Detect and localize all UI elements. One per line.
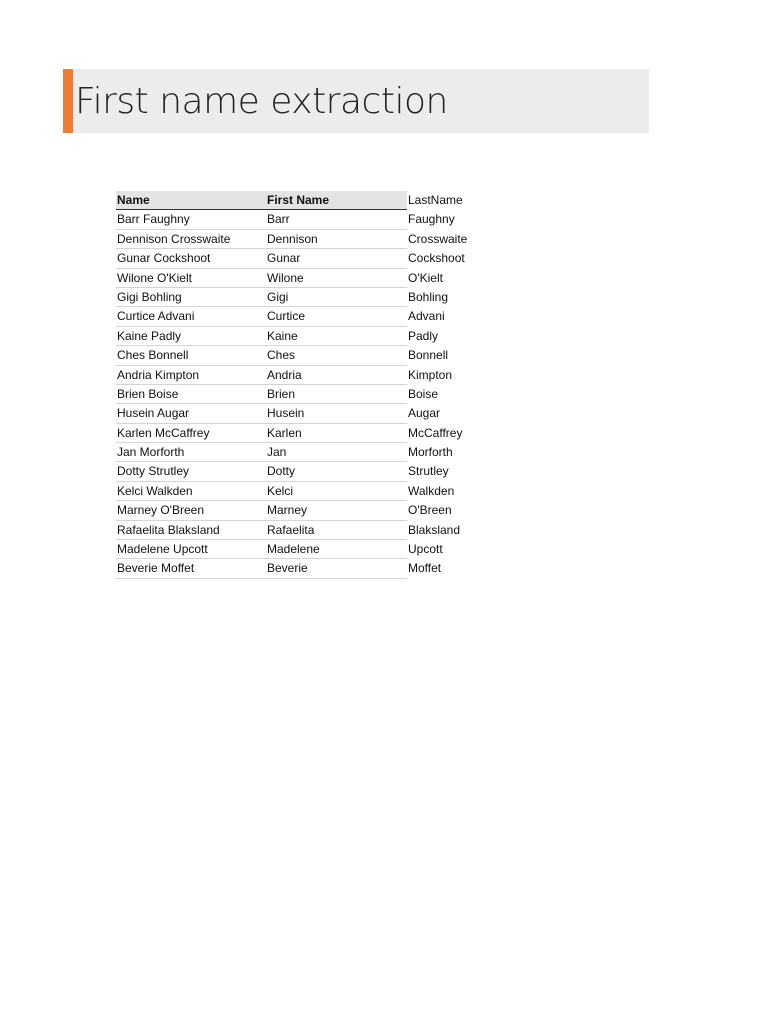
cell-first-name: Kaine	[266, 327, 407, 346]
cell-first-name: Ches	[266, 346, 407, 365]
cell-name: Kaine Padly	[116, 327, 266, 346]
table-row	[116, 366, 476, 385]
cell-last-name: Faughny	[408, 212, 455, 227]
cell-last-name: Bonnell	[408, 348, 449, 363]
table-row	[116, 346, 476, 365]
cell-last-name: Advani	[408, 309, 445, 324]
cell-first-name: Gunar	[266, 249, 407, 268]
table-row	[116, 249, 476, 268]
cell-last-name: O'Kielt	[408, 270, 443, 285]
table-row	[116, 327, 476, 346]
cell-last-name: Bohling	[408, 289, 449, 304]
cell-name: Madelene Upcott	[116, 540, 266, 559]
cell-first-name: Gigi	[266, 288, 407, 307]
cell-last-name: Strutley	[408, 464, 449, 479]
cell-name: Karlen McCaffrey	[116, 424, 266, 443]
cell-last-name: Padly	[408, 328, 439, 343]
cell-name: Barr Faughny	[116, 210, 266, 229]
cell-name: Dennison Crosswaite	[116, 230, 266, 249]
table-row	[116, 210, 476, 229]
table-row	[116, 269, 476, 288]
cell-first-name: Curtice	[266, 307, 407, 326]
cell-first-name: Karlen	[266, 424, 407, 443]
cell-name: Andria Kimpton	[116, 366, 266, 385]
name-table	[116, 191, 476, 579]
cell-last-name: Cockshoot	[408, 251, 465, 266]
cell-last-name: McCaffrey	[408, 425, 463, 440]
cell-last-name: Upcott	[408, 542, 443, 557]
cell-name: Ches Bonnell	[116, 346, 266, 365]
table-row	[116, 288, 476, 307]
cell-first-name: Brien	[266, 385, 407, 404]
cell-first-name: Madelene	[266, 540, 407, 559]
table-row	[116, 559, 476, 578]
table-row	[116, 482, 476, 501]
page-title: First name extraction	[75, 81, 448, 122]
cell-name: Husein Augar	[116, 404, 266, 423]
table-row	[116, 307, 476, 326]
cell-name: Marney O'Breen	[116, 501, 266, 520]
cell-name: Curtice Advani	[116, 307, 266, 326]
cell-first-name: Dennison	[266, 230, 407, 249]
cell-first-name: Marney	[266, 501, 407, 520]
cell-first-name: Kelci	[266, 482, 407, 501]
cell-last-name: Crosswaite	[408, 231, 468, 246]
cell-first-name: Dotty	[266, 462, 407, 481]
header-first-name: First Name	[266, 191, 407, 210]
header-last-name: LastName	[408, 193, 463, 207]
table-row	[116, 404, 476, 423]
cell-first-name: Jan	[266, 443, 407, 462]
cell-last-name: Blaksland	[408, 522, 461, 537]
table-row	[116, 424, 476, 443]
cell-first-name: Rafaelita	[266, 521, 407, 540]
cell-last-name: Kimpton	[408, 367, 453, 382]
cell-name: Beverie Moffet	[116, 559, 266, 578]
cell-first-name: Beverie	[266, 559, 407, 578]
table-header-row	[116, 191, 476, 210]
cell-last-name: Moffet	[408, 561, 442, 576]
cell-name: Gunar Cockshoot	[116, 249, 266, 268]
cell-first-name: Husein	[266, 404, 407, 423]
cell-name: Rafaelita Blaksland	[116, 521, 266, 540]
table-row	[116, 540, 476, 559]
table-row	[116, 443, 476, 462]
cell-first-name: Andria	[266, 366, 407, 385]
cell-last-name: Boise	[408, 386, 439, 401]
cell-name: Brien Boise	[116, 385, 266, 404]
title-banner	[63, 69, 649, 133]
cell-name: Wilone O'Kielt	[116, 269, 266, 288]
cell-first-name: Barr	[266, 210, 407, 229]
cell-last-name: Walkden	[408, 483, 455, 498]
table-row	[116, 462, 476, 481]
table-row	[116, 230, 476, 249]
cell-last-name: O'Breen	[408, 503, 452, 518]
header-name: Name	[116, 191, 266, 210]
cell-last-name: Augar	[408, 406, 441, 421]
cell-last-name: Morforth	[408, 445, 453, 460]
cell-name: Jan Morforth	[116, 443, 266, 462]
cell-name: Dotty Strutley	[116, 462, 266, 481]
cell-name: Gigi Bohling	[116, 288, 266, 307]
cell-first-name: Wilone	[266, 269, 407, 288]
table-row	[116, 521, 476, 540]
table-row	[116, 385, 476, 404]
cell-name: Kelci Walkden	[116, 482, 266, 501]
table-row	[116, 501, 476, 520]
